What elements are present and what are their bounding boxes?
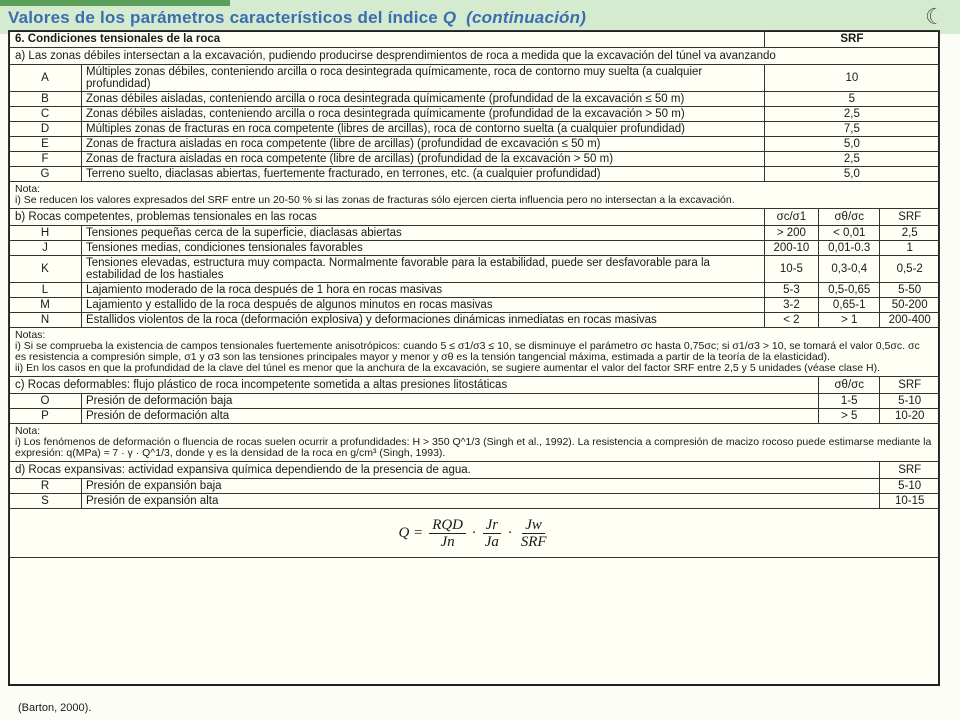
- srf-value: 5,0: [764, 137, 939, 152]
- formula-jw: Jw: [522, 517, 545, 534]
- note-c-row: [9, 424, 940, 462]
- table-row: [9, 256, 940, 283]
- source-citation: (Barton, 2000).: [18, 702, 92, 714]
- class-description: Zonas débiles aisladas, conteniendo arcilla o roca desintegrada químicamente (profundidad de la excavación ≤ 50 m): [82, 92, 765, 107]
- class-description: Presión de deformación alta: [82, 409, 819, 424]
- table-row: [9, 394, 940, 409]
- formula-jr: Jr: [483, 517, 502, 534]
- sc-s1-value: < 2: [764, 313, 818, 328]
- table-row: [9, 92, 940, 107]
- class-letter: R: [9, 479, 82, 494]
- title-continuation: (continuación): [466, 8, 587, 27]
- srf-value: 2,5: [880, 226, 940, 241]
- class-letter: E: [9, 137, 82, 152]
- class-description: Terreno suelto, diaclasas abiertas, fuertemente fracturado, en terrones, etc. (a cualquier profundidad): [82, 167, 765, 182]
- srf-value: 2,5: [764, 152, 939, 167]
- class-letter: F: [9, 152, 82, 167]
- srf-value: 5-10: [880, 394, 940, 409]
- b-rows: [9, 226, 940, 328]
- srf-value: 5-10: [880, 479, 940, 494]
- class-letter: J: [9, 241, 82, 256]
- sc-s1-value: > 200: [764, 226, 818, 241]
- class-description: Zonas débiles aisladas, conteniendo arcilla o roca desintegrada químicamente (profundidad de la excavación > 50 m): [82, 107, 765, 122]
- table-row: [9, 122, 940, 137]
- subsection-d-text: d) Rocas expansivas: actividad expansiva química dependiendo de la presencia de agua.: [9, 462, 880, 479]
- note-c: Nota: i) Los fenómenos de deformación o fluencia de rocas suelen ocurrir a profundidades: H > 350 Q^1/3 (Singh et al., 1992). La resistencia a compresión de macizo rocoso puede estimarse mediante la expresión: q(MPa) ≈ 7 · γ · Q^1/3, donde γ es la densidad de la roca en g/cm³ (Singh, 1993).: [9, 424, 940, 462]
- srf-value: 1: [880, 241, 940, 256]
- st-sc-value: > 1: [819, 313, 880, 328]
- section-header-row: [9, 31, 940, 48]
- table-row: [9, 65, 940, 92]
- st-sc-value: 0,01-0.3: [819, 241, 880, 256]
- d-header-srf: SRF: [880, 462, 940, 479]
- class-description: Presión de expansión alta: [82, 494, 880, 509]
- class-description: Múltiples zonas de fracturas en roca competente (libres de arcillas), roca de contorno suelta (a cualquier profundidad): [82, 122, 765, 137]
- table-row: [9, 152, 940, 167]
- class-description: Lajamiento moderado de la roca después de 1 hora en rocas masivas: [82, 283, 765, 298]
- srf-value: 7,5: [764, 122, 939, 137]
- table-row: [9, 409, 940, 424]
- srf-value: 200-400: [880, 313, 940, 328]
- formula-cell: [9, 509, 940, 558]
- b-header-srf: SRF: [880, 209, 940, 226]
- class-letter: S: [9, 494, 82, 509]
- srf-value: 5: [764, 92, 939, 107]
- st-sc-value: 1-5: [819, 394, 880, 409]
- note-b-row: [9, 328, 940, 377]
- d-rows: [9, 479, 940, 509]
- table-row: [9, 479, 940, 494]
- note-a-row: [9, 182, 940, 209]
- subsection-b-row: [9, 209, 940, 226]
- class-description: Presión de deformación baja: [82, 394, 819, 409]
- st-sc-value: 0,5-0,65: [819, 283, 880, 298]
- subsection-b-text: b) Rocas competentes, problemas tensionales en las rocas: [9, 209, 765, 226]
- srf-value: 2,5: [764, 107, 939, 122]
- st-sc-value: 0,65-1: [819, 298, 880, 313]
- class-letter: D: [9, 122, 82, 137]
- st-sc-value: < 0,01: [819, 226, 880, 241]
- title-q: Q: [442, 8, 457, 27]
- srf-value: 5-50: [880, 283, 940, 298]
- class-description: Tensiones elevadas, estructura muy compacta. Normalmente favorable para la estabilidad, puede ser desfavorable para la estabilidad de los hastiales: [82, 256, 765, 283]
- corner-mark: ☾: [925, 4, 945, 29]
- subsection-d-row: [9, 462, 940, 479]
- class-letter: N: [9, 313, 82, 328]
- class-description: Lajamiento y estallido de la roca después de algunos minutos en rocas masivas: [82, 298, 765, 313]
- a-rows: [9, 65, 940, 182]
- class-description: Zonas de fractura aisladas en roca competente (libre de arcillas) (profundidad de la excavación > 50 m): [82, 152, 765, 167]
- srf-table: [8, 30, 940, 558]
- subsection-a-text: a) Las zonas débiles intersectan a la excavación, pudiendo producirse desprendimientos de roca a medida que la excavación del túnel va avanzando: [9, 48, 940, 65]
- title-main: Valores de los parámetros característicos del índice: [8, 8, 443, 27]
- formula-jn: Jn: [440, 533, 455, 550]
- class-letter: A: [9, 65, 82, 92]
- c-header-st-sc: σθ/σc: [819, 377, 880, 394]
- class-letter: K: [9, 256, 82, 283]
- class-letter: C: [9, 107, 82, 122]
- fraction-rqd-jn: [429, 517, 466, 550]
- srf-value: 10-15: [880, 494, 940, 509]
- class-letter: O: [9, 394, 82, 409]
- formula-dot-2: ·: [507, 525, 512, 541]
- class-description: Tensiones medias, condiciones tensionales favorables: [82, 241, 765, 256]
- srf-value: 50-200: [880, 298, 940, 313]
- class-description: Tensiones pequeñas cerca de la superficie, diaclasas abiertas: [82, 226, 765, 241]
- table-row: [9, 283, 940, 298]
- class-description: Estallidos violentos de la roca (deformación explosiva) y deformaciones dinámicas inmediatas en rocas masivas: [82, 313, 765, 328]
- class-letter: H: [9, 226, 82, 241]
- table-row: [9, 298, 940, 313]
- table-row: [9, 137, 940, 152]
- formula-rqd: RQD: [429, 517, 466, 534]
- table-row: [9, 494, 940, 509]
- table-row: [9, 167, 940, 182]
- class-letter: P: [9, 409, 82, 424]
- sc-s1-value: 10-5: [764, 256, 818, 283]
- c-header-srf: SRF: [880, 377, 940, 394]
- class-description: Múltiples zonas débiles, conteniendo arcilla o roca desintegrada químicamente, roca de contorno muy suelta (a cualquier profundidad): [82, 65, 765, 92]
- formula-row: [9, 509, 940, 558]
- fraction-jw-srf: [518, 517, 550, 550]
- st-sc-value: 0,3-0,4: [819, 256, 880, 283]
- class-description: Zonas de fractura aisladas en roca competente (libre de arcillas) (profundidad de excavación ≤ 50 m): [82, 137, 765, 152]
- table-row: [9, 313, 940, 328]
- srf-header: SRF: [764, 31, 939, 48]
- fraction-jr-ja: [482, 517, 502, 550]
- note-a: Nota: i) Se reducen los valores expresados del SRF entre un 20-50 % si las zonas de fracturas sólo ejercen cierta influencia pero no intersectan a la excavación.: [9, 182, 940, 209]
- srf-value: 10-20: [880, 409, 940, 424]
- table-row: [9, 226, 940, 241]
- sc-s1-value: 200-10: [764, 241, 818, 256]
- srf-value: 0,5-2: [880, 256, 940, 283]
- c-rows: [9, 394, 940, 424]
- class-letter: B: [9, 92, 82, 107]
- sc-s1-value: 5-3: [764, 283, 818, 298]
- formula-q: Q =: [398, 525, 424, 541]
- title-stripe: [0, 0, 230, 6]
- b-header-st-sc: σθ/σc: [819, 209, 880, 226]
- st-sc-value: > 5: [819, 409, 880, 424]
- q-formula: [13, 517, 935, 550]
- formula-srf: SRF: [520, 533, 547, 550]
- formula-dot-1: ·: [472, 525, 476, 541]
- table-row: [9, 241, 940, 256]
- class-letter: L: [9, 283, 82, 298]
- subsection-c-text: c) Rocas deformables: flujo plástico de roca incompetente sometida a altas presiones litostáticas: [9, 377, 819, 394]
- note-b: Notas: i) Si se comprueba la existencia de campos tensionales fuertemente anisotrópicos: cuando 5 ≤ σ1/σ3 ≤ 10, se disminuye el parámetro σc hasta 0,75σc; si σ1/σ3 > 10, se tomará el valor 0,5σc. σc es resistencia a compresión simple, σ1 y σ3 son las tensiones principales mayor y menor y σθ es la tensión tangencial máxima, estimada a partir de la teoría de la elasticidad). ii) En los casos en que la profundidad de la clave del túnel es menor que la anchura de la excavación, se sugiere aumentar el valor del factor SRF entre 2,5 y 5 unidades (véase clase H).: [9, 328, 940, 377]
- table-row: [9, 107, 940, 122]
- srf-value: 10: [764, 65, 939, 92]
- page-title: [8, 8, 586, 28]
- b-header-sc-s1: σc/σ1: [764, 209, 818, 226]
- sc-s1-value: 3-2: [764, 298, 818, 313]
- section-heading: 6. Condiciones tensionales de la roca: [9, 31, 765, 48]
- subsection-c-row: [9, 377, 940, 394]
- srf-value: 5,0: [764, 167, 939, 182]
- subsection-a-row: [9, 48, 940, 65]
- class-letter: G: [9, 167, 82, 182]
- class-description: Presión de expansión baja: [82, 479, 880, 494]
- formula-ja: Ja: [484, 533, 499, 550]
- class-letter: M: [9, 298, 82, 313]
